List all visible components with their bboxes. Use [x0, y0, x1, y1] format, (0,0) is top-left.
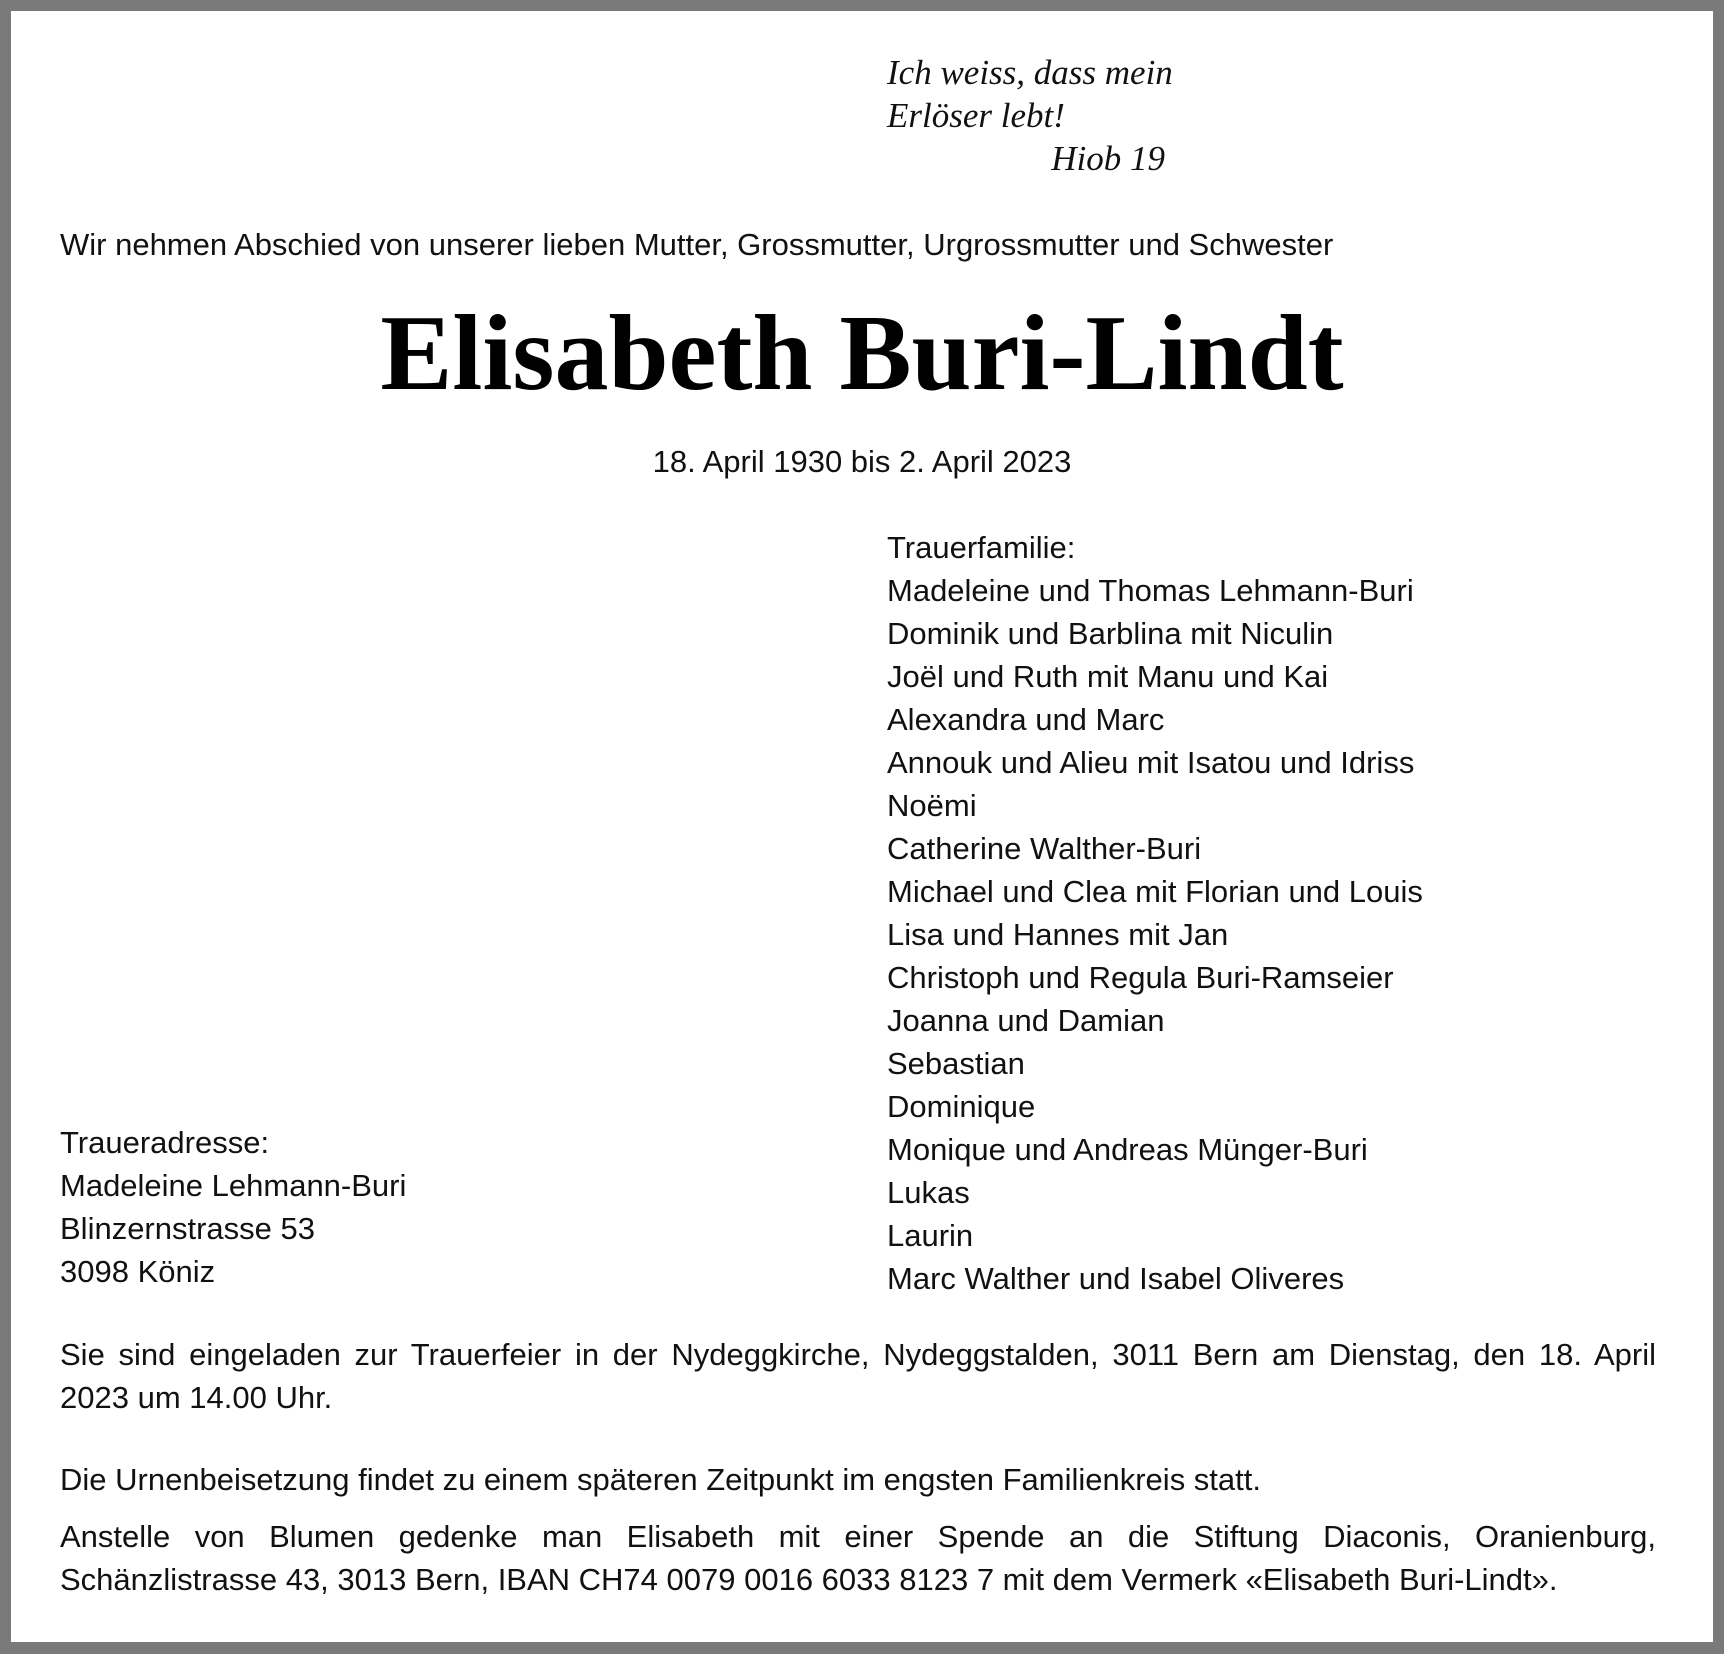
address-name: Madeleine Lehmann-Buri [60, 1168, 407, 1203]
family-list [887, 526, 1423, 1300]
family-member: Monique und Andreas Münger-Buri [887, 1132, 1368, 1167]
family-member: Christoph und Regula Buri-Ramseier [887, 960, 1394, 995]
family-member: Lukas [887, 1175, 970, 1210]
donation-note: Anstelle von Blumen gedenke man Elisabeth mit einer Spende an die Stiftung Diaconis, Oranienburg, Schänzlistrasse 43, 3013 Bern, IBAN CH74 0079 0016 6033 8123 7 mit dem Vermerk «Elisabeth Buri-Lindt». [60, 1519, 1656, 1597]
motto-line-1: Ich weiss, dass mein [887, 53, 1173, 92]
address-street: Blinzernstrasse 53 [60, 1211, 316, 1246]
family-member: Joanna und Damian [887, 1003, 1165, 1038]
family-member: Dominik und Barblina mit Niculin [887, 616, 1334, 651]
family-member: Dominique [887, 1089, 1036, 1124]
family-member: Madeleine und Thomas Lehmann-Buri [887, 573, 1414, 608]
family-member: Sebastian [887, 1046, 1025, 1081]
ceremony-invitation: Sie sind eingeladen zur Trauerfeier in der Nydeggkirche, Nydeggstalden, 3011 Bern am Dienstag, den 18. April 2023 um 14.00 Uhr. [60, 1337, 1656, 1415]
bible-motto [887, 51, 1173, 180]
family-member: Michael und Clea mit Florian und Louis [887, 874, 1423, 909]
family-member: Laurin [887, 1218, 974, 1253]
urn-burial-note: Die Urnenbeisetzung findet zu einem späteren Zeitpunkt im engsten Familienkreis statt. [60, 1462, 1261, 1497]
family-member: Catherine Walther-Buri [887, 831, 1202, 866]
life-dates: 18. April 1930 bis 2. April 2023 [652, 444, 1072, 479]
family-member: Noëmi [887, 788, 977, 823]
family-member: Alexandra und Marc [887, 702, 1165, 737]
motto-reference: Hiob 19 [1051, 139, 1165, 178]
deceased-name: Elisabeth Buri-Lindt [380, 294, 1344, 413]
address-heading: Traueradresse: [60, 1125, 270, 1160]
address-city: 3098 Köniz [60, 1254, 216, 1289]
family-member: Marc Walther und Isabel Oliveres [887, 1261, 1345, 1296]
mourning-address [60, 1121, 406, 1293]
family-member: Joël und Ruth mit Manu und Kai [887, 659, 1329, 694]
obituary-page [11, 11, 1713, 1642]
family-heading: Trauerfamilie: [887, 530, 1076, 565]
motto-line-2: Erlöser lebt! [887, 96, 1065, 135]
family-member: Lisa und Hannes mit Jan [887, 917, 1229, 952]
intro-text: Wir nehmen Abschied von unserer lieben Mutter, Grossmutter, Urgrossmutter und Schwester [60, 227, 1334, 262]
family-member: Annouk und Alieu mit Isatou und Idriss [887, 745, 1415, 780]
